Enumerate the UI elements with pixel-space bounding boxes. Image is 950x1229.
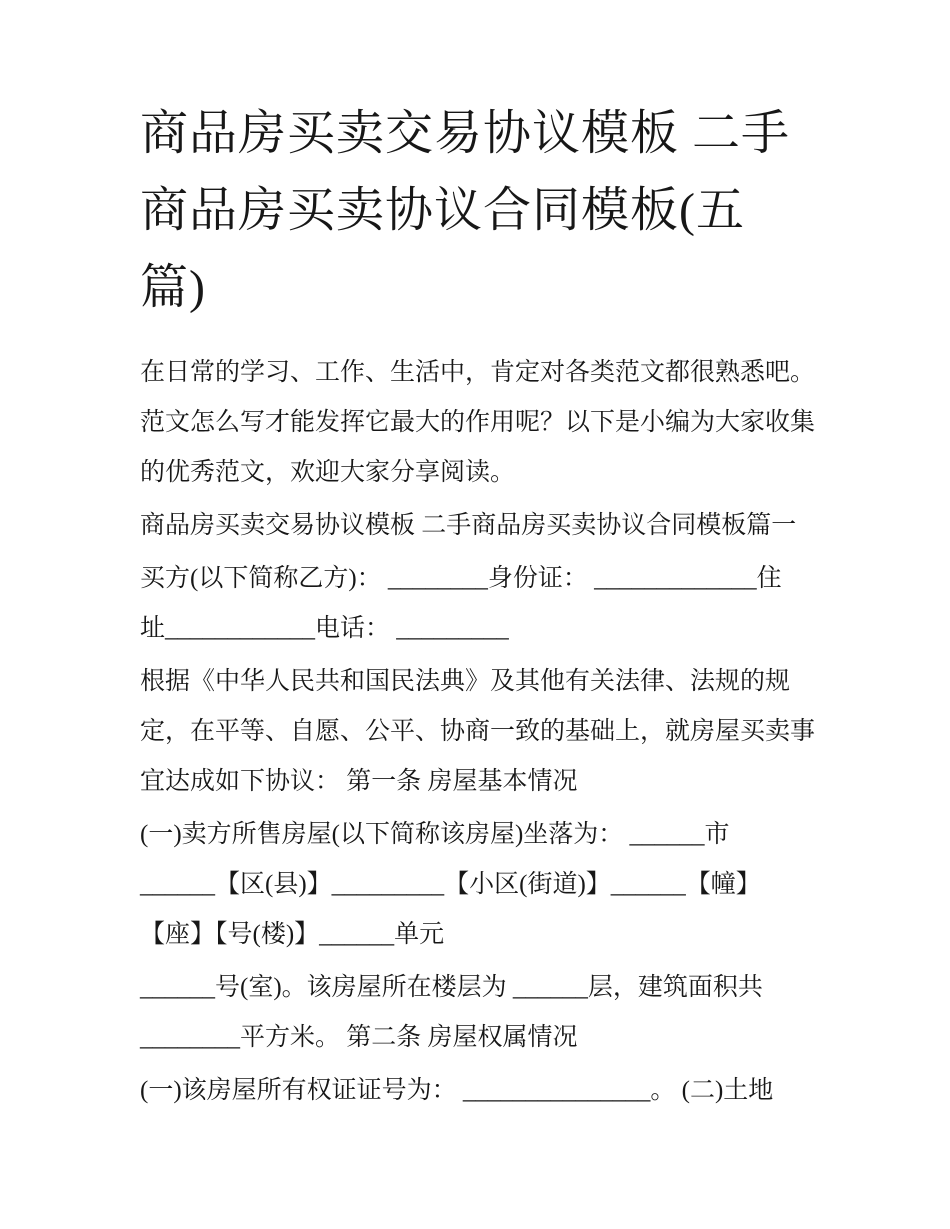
text-line: 的优秀范文，欢迎大家分享阅读。 <box>140 459 516 486</box>
text-line: 商品房买卖交易协议模板 二手 <box>140 107 791 160</box>
paragraph-legal-basis <box>140 657 815 807</box>
text-line: ______号(室)。该房屋所在楼层为 ______层，建筑面积共 <box>140 974 763 1001</box>
text-line: 买方(以下简称乙方)： ________身份证： _____________住 <box>140 565 782 592</box>
text-line: ________平方米。 第二条 房屋权属情况 <box>140 1024 578 1051</box>
text-line: 商品房买卖交易协议模板 二手商品房买卖协议合同模板篇一 <box>140 512 797 539</box>
text-line: 范文怎么写才能发挥它最大的作用呢？以下是小编为大家收集 <box>140 409 816 436</box>
paragraph-intro <box>140 348 815 498</box>
paragraph-section-heading <box>140 501 815 551</box>
paragraph-ownership-cert <box>140 1066 815 1116</box>
text-line: 根据《中华人民共和国民法典》及其他有关法律、法规的规 <box>140 668 791 695</box>
text-line: 宜达成如下协议： 第一条 房屋基本情况 <box>140 768 578 795</box>
text-line: (一)卖方所售房屋(以下简称该房屋)坐落为： ______市 <box>140 821 730 848</box>
text-line: 篇) <box>140 261 206 314</box>
text-line: 【座】【号(楼)】______单元 <box>140 921 445 948</box>
paragraph-house-location <box>140 810 815 960</box>
text-line: 在日常的学习、工作、生活中，肯定对各类范文都很熟悉吧。 <box>140 359 816 386</box>
paragraph-buyer-info <box>140 554 815 654</box>
paragraph-floor-area <box>140 963 815 1063</box>
text-line: 址____________电话： _________ <box>140 615 509 642</box>
text-line: 商品房买卖协议合同模板(五 <box>140 184 745 237</box>
document-title <box>140 95 815 326</box>
text-line: ______【区(县)】_________【小区(街道)】______【幢】 <box>140 871 761 898</box>
text-line: (一)该房屋所有权证证号为： _______________。 (二)土地 <box>140 1077 774 1104</box>
text-line: 定，在平等、自愿、公平、协商一致的基础上，就房屋买卖事 <box>140 718 816 745</box>
